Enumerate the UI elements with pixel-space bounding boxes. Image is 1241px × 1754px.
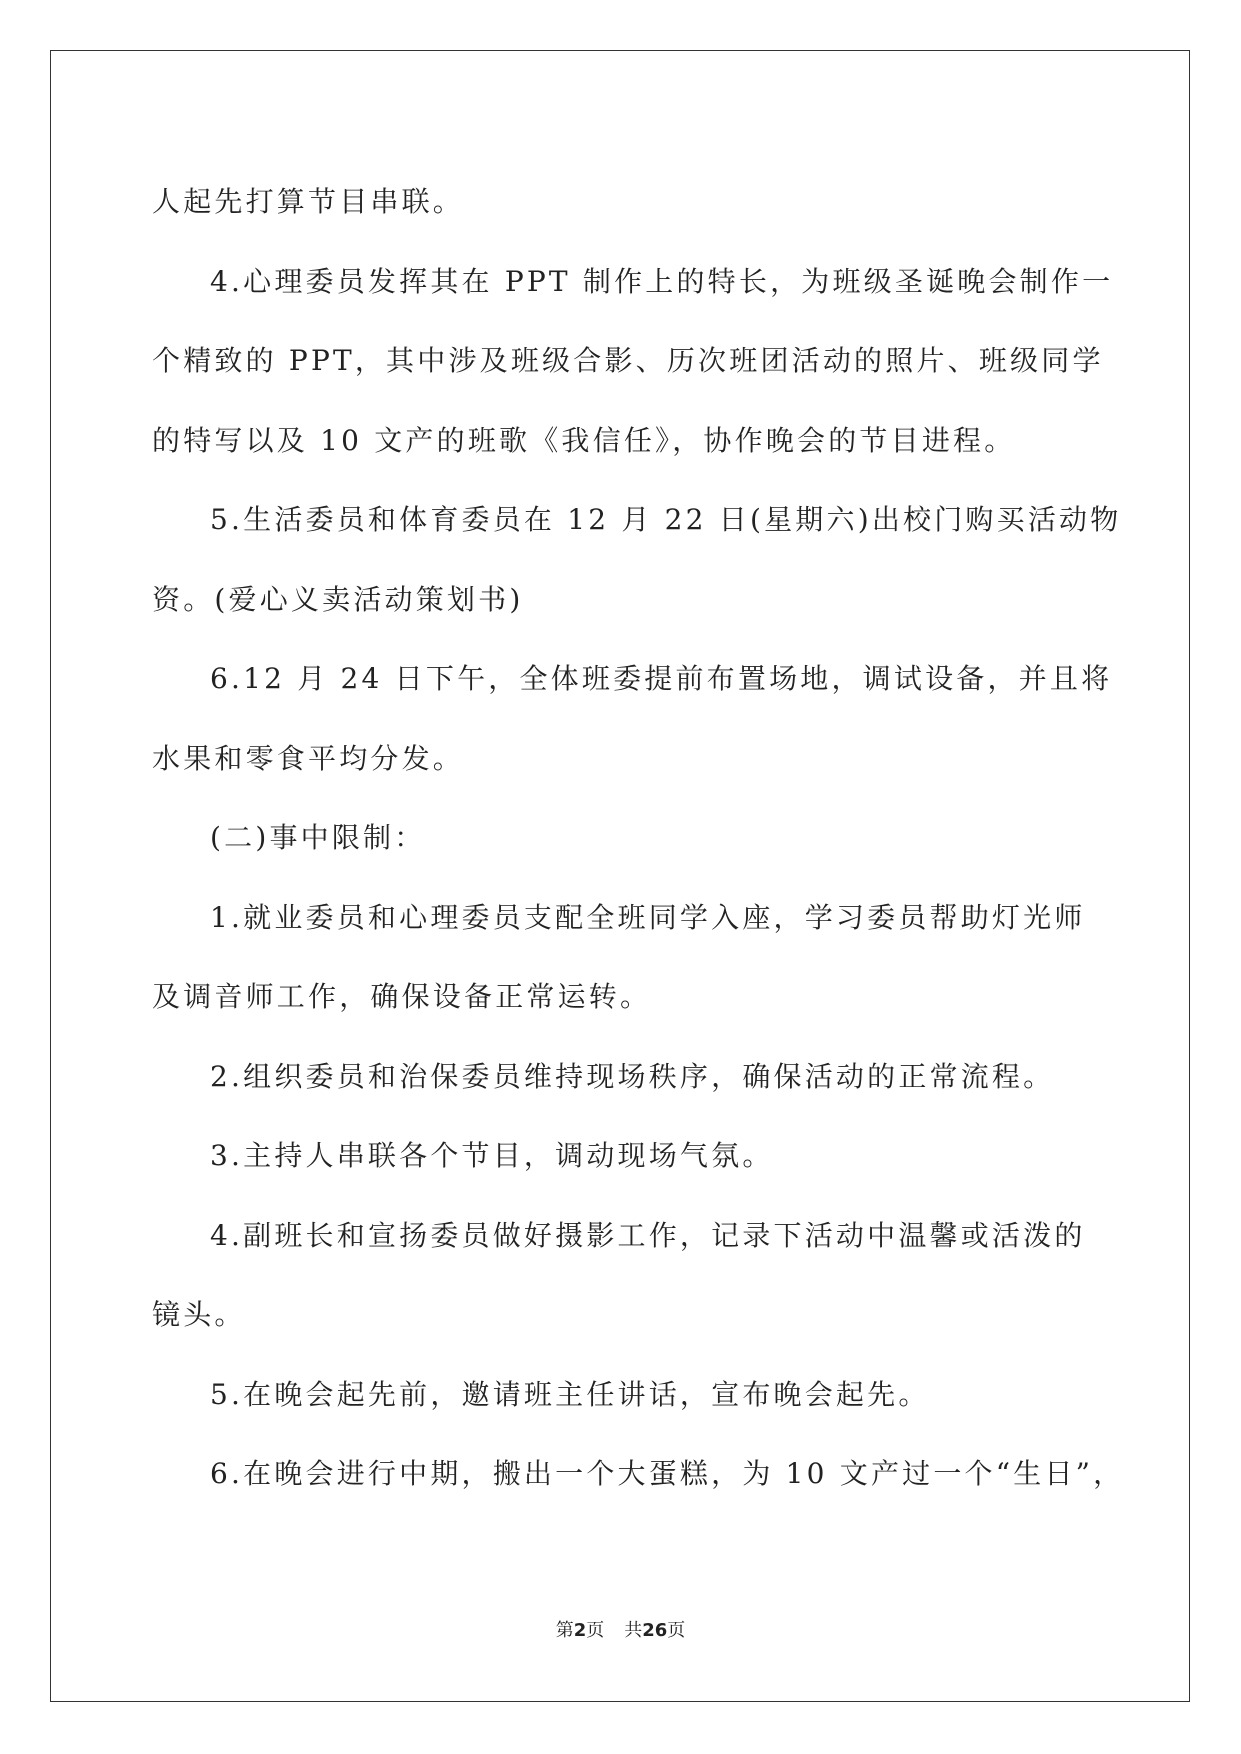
text-line: 的特写以及 10 文产的班歌《我信任》，协作晚会的节目进程。: [152, 423, 1016, 457]
text-line: (二)事中限制：: [210, 821, 426, 854]
text-line: 资。(爱心义卖活动策划书): [152, 582, 524, 616]
text-line: 人起先打算节目串联。: [152, 185, 465, 218]
text-line: 6.12 月 24 日下午，全体班委提前布置场地，调试设备，并且将: [210, 662, 1113, 695]
page-prefix: 第: [555, 1620, 574, 1641]
text-line: 3.主持人串联各个节目，调动现场气氛。: [210, 1139, 774, 1172]
text-line: 及调音师工作，确保设备正常运转。: [152, 980, 652, 1013]
document-body: [152, 162, 1125, 1514]
text-line: 1.就业委员和心理委员支配全班同学入座，学习委员帮助灯光师: [210, 900, 1086, 934]
text-line: 水果和零食平均分发。: [152, 741, 465, 775]
text-line: 4.心理委员发挥其在 PPT 制作上的特长，为班级圣诞晚会制作一: [210, 264, 1114, 298]
text-line: 2.组织委员和治保委员维持现场秩序，确保活动的正常流程。: [210, 1059, 1055, 1093]
page-number: 2: [573, 1620, 587, 1641]
text-line: 5.在晚会起先前，邀请班主任讲话，宣布晚会起先。: [210, 1377, 930, 1411]
text-line: 5.生活委员和体育委员在 12 月 22 日(星期六)出校门购买活动物: [210, 503, 1122, 536]
text-line: 6.在晚会进行中期，搬出一个大蛋糕，为 10 文产过一个“生日”，: [210, 1457, 1125, 1490]
page-suffix: 页: [586, 1620, 605, 1641]
text-line: 个精致的 PPT，其中涉及班级合影、历次班团活动的照片、班级同学: [152, 344, 1104, 377]
page-footer: [0, 1616, 1241, 1642]
text-line: 4.副班长和宣扬委员做好摄影工作，记录下活动中温馨或活泼的: [210, 1218, 1086, 1252]
total-suffix: 页: [667, 1620, 686, 1641]
text-line: 镜头。: [152, 1298, 246, 1331]
total-prefix: 共: [624, 1620, 643, 1641]
total-pages: 26: [642, 1620, 668, 1641]
